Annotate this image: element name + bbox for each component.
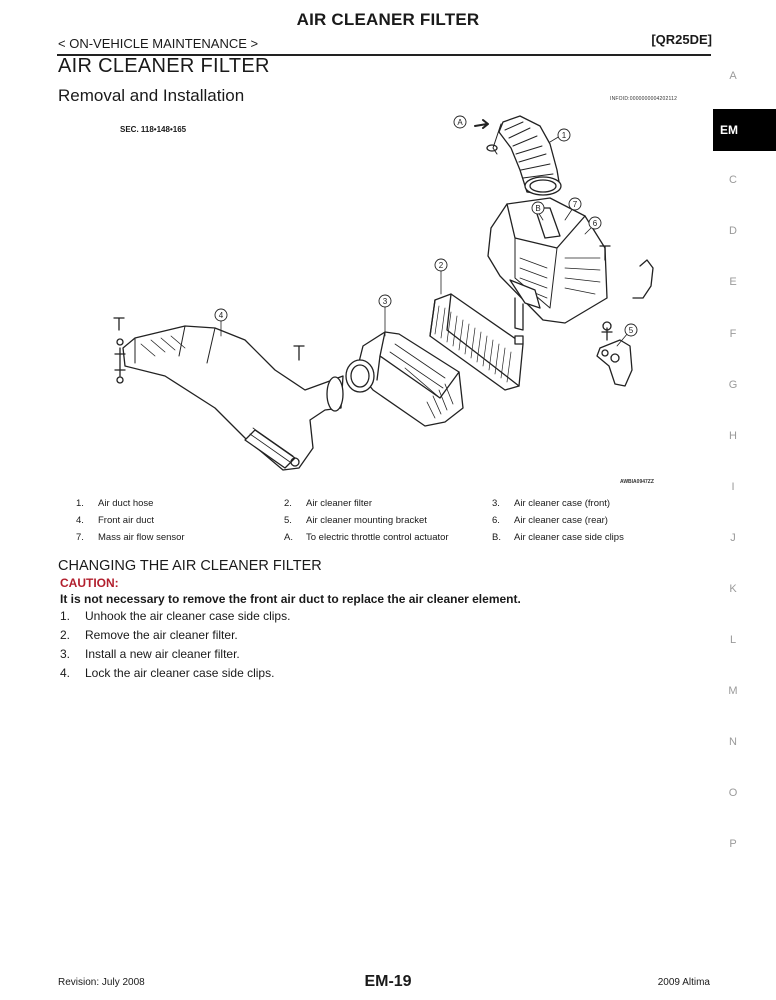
caution-text: It is not necessary to remove the front air duct to replace the air cleaner element.: [60, 592, 521, 606]
exploded-diagram: [95, 108, 695, 484]
index-tab-h[interactable]: H: [729, 430, 737, 442]
legend-item: 3. Air cleaner case (front): [492, 498, 611, 509]
index-tab-a[interactable]: A: [729, 70, 737, 82]
procedure-step: 2. Remove the air cleaner filter.: [60, 628, 238, 642]
index-tab-em[interactable]: EM: [713, 109, 776, 151]
info-id: INFOID:0000000004202112: [610, 96, 678, 102]
callout-b: B: [535, 204, 541, 213]
index-tab-p[interactable]: P: [729, 838, 737, 850]
index-tab-m[interactable]: M: [728, 685, 738, 697]
index-tab-f[interactable]: F: [729, 328, 737, 340]
index-tab-d[interactable]: D: [729, 225, 737, 237]
procedure-step: 1. Unhook the air cleaner case side clips.: [60, 609, 291, 623]
caution-label: CAUTION:: [60, 576, 119, 590]
callout-4: 4: [218, 311, 224, 320]
callout-a: A: [457, 118, 463, 127]
page-number: EM-19: [364, 973, 412, 990]
footer-revision: Revision: July 2008: [58, 977, 145, 988]
callout-1: 1: [561, 131, 567, 140]
air-cleaner-case-rear-part: [488, 198, 607, 330]
sub-title: Removal and Installation: [58, 86, 245, 105]
figure-code: AWBIA0947ZZ: [620, 479, 654, 485]
procedure-step: 3. Install a new air cleaner filter.: [60, 647, 240, 661]
procedure-step: 4. Lock the air cleaner case side clips.: [60, 666, 275, 680]
engine-code: [QR25DE]: [651, 32, 712, 47]
legend-item: 4. Front air duct: [76, 515, 154, 526]
index-tab-k[interactable]: K: [729, 583, 737, 595]
index-tab-l[interactable]: L: [729, 634, 737, 646]
callout-6: 6: [592, 219, 598, 228]
index-tab-e[interactable]: E: [729, 276, 737, 288]
air-duct-hose-part: [487, 116, 561, 195]
callout-3: 3: [382, 297, 388, 306]
footer-model: 2009 Altima: [657, 977, 710, 988]
index-tab-i[interactable]: I: [731, 481, 735, 493]
index-tab-n[interactable]: N: [729, 736, 737, 748]
procedure-title: CHANGING THE AIR CLEANER FILTER: [58, 558, 322, 574]
index-tab-g[interactable]: G: [728, 379, 738, 391]
legend-item: 2. Air cleaner filter: [284, 498, 372, 509]
main-title: AIR CLEANER FILTER: [58, 55, 270, 77]
callout-5: 5: [628, 326, 634, 335]
section-header: < ON-VEHICLE MAINTENANCE >: [58, 36, 259, 51]
legend-item: 5. Air cleaner mounting bracket: [284, 515, 427, 526]
legend-item: 1. Air duct hose: [76, 498, 154, 509]
index-tab-o[interactable]: O: [728, 787, 738, 799]
front-air-duct-part: [115, 326, 343, 470]
callout-7: 7: [572, 200, 578, 209]
legend-item: A. To electric throttle control actuator: [284, 532, 449, 543]
legend-item: B. Air cleaner case side clips: [492, 532, 624, 543]
callout-2: 2: [438, 261, 444, 270]
index-tab-c[interactable]: C: [729, 174, 737, 186]
legend-item: 6. Air cleaner case (rear): [492, 515, 608, 526]
section-reference: SEC. 118•148•165: [120, 125, 187, 134]
page-title: AIR CLEANER FILTER: [296, 10, 480, 29]
index-tab-j[interactable]: J: [730, 532, 736, 544]
legend-item: 7. Mass air flow sensor: [76, 532, 185, 543]
